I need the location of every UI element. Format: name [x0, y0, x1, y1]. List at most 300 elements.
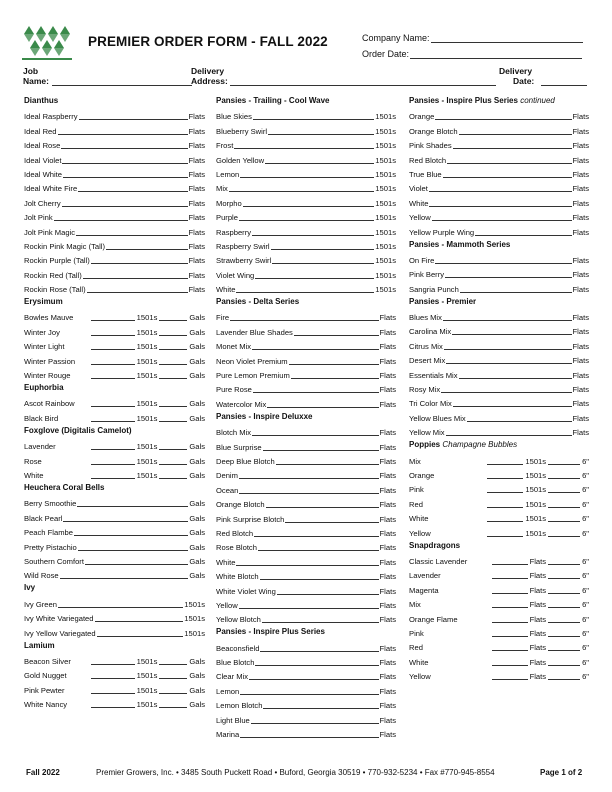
unit-label: 1501s — [136, 313, 158, 323]
unit-label: Flats — [379, 701, 396, 711]
company-logo — [20, 22, 74, 62]
item-name: Denim — [216, 471, 238, 481]
quantity-blank[interactable] — [260, 579, 379, 580]
unit-label: Flats — [572, 327, 589, 337]
quantity-blank[interactable] — [492, 665, 528, 666]
quantity-blank[interactable] — [236, 292, 374, 293]
quantity-blank[interactable] — [239, 493, 378, 494]
quantity-blank[interactable] — [249, 679, 378, 680]
item-name: Jolt Pink Magic — [24, 227, 76, 237]
order-row — [216, 381, 396, 395]
item-name: Neon Violet Premium — [216, 356, 288, 366]
item-name: Mix — [409, 600, 421, 610]
order-row — [24, 194, 205, 208]
delivery-address-input[interactable] — [230, 84, 496, 86]
item-name: Rockin Purple (Tall) — [24, 256, 90, 266]
quantity-blank[interactable] — [276, 464, 379, 465]
section-title — [24, 481, 205, 495]
order-row — [24, 122, 205, 136]
order-row — [216, 597, 396, 611]
quantity-blank[interactable] — [268, 134, 374, 135]
order-row — [409, 596, 589, 610]
company-name-field[interactable] — [362, 33, 583, 43]
quantity-blank[interactable] — [229, 191, 374, 192]
section-title — [409, 238, 589, 252]
quantity-blank[interactable] — [255, 665, 378, 666]
unit-label-2: Gals — [189, 342, 205, 352]
quantity-blank[interactable] — [443, 177, 572, 178]
unit-label-2: Gals — [189, 399, 205, 409]
quantity-blank[interactable] — [54, 220, 188, 221]
section-title-text: Pansies - Premier — [409, 296, 477, 306]
unit-label: 1501s — [375, 256, 396, 266]
quantity-blank[interactable] — [58, 607, 183, 608]
order-row — [409, 581, 589, 595]
quantity-blank-2[interactable] — [159, 320, 187, 321]
order-row — [24, 538, 205, 552]
unit-label: 1501s — [184, 599, 205, 609]
quantity-blank[interactable] — [236, 565, 378, 566]
quantity-blank[interactable] — [492, 679, 528, 680]
item-name: Beacon Silver — [24, 656, 71, 666]
unit-label: 1501s — [525, 485, 547, 495]
company-name-input[interactable] — [431, 33, 583, 43]
section-title-text: Ivy — [24, 583, 36, 593]
quantity-blank[interactable] — [294, 335, 379, 336]
order-row — [24, 338, 205, 352]
quantity-blank[interactable] — [63, 177, 188, 178]
section-title — [24, 581, 205, 595]
quantity-blank[interactable] — [260, 651, 378, 652]
unit-label: Flats — [529, 585, 547, 595]
quantity-blank[interactable] — [78, 191, 187, 192]
quantity-blank[interactable] — [453, 148, 572, 149]
order-row — [216, 281, 396, 295]
quantity-blank[interactable] — [83, 278, 188, 279]
quantity-blank[interactable] — [76, 235, 187, 236]
quantity-blank[interactable] — [289, 364, 379, 365]
item-name: Black Pearl — [24, 513, 63, 523]
quantity-blank-2[interactable] — [548, 564, 580, 565]
quantity-blank[interactable] — [443, 320, 572, 321]
order-row — [216, 525, 396, 539]
quantity-blank-2[interactable] — [159, 707, 187, 708]
order-row — [409, 337, 589, 351]
quantity-blank[interactable] — [429, 191, 572, 192]
quantity-blank[interactable] — [487, 521, 523, 522]
quantity-blank[interactable] — [492, 578, 528, 579]
quantity-blank-2[interactable] — [159, 664, 187, 665]
order-row — [409, 381, 589, 395]
quantity-blank[interactable] — [239, 220, 374, 221]
quantity-blank[interactable] — [60, 578, 189, 579]
quantity-blank[interactable] — [239, 478, 379, 479]
quantity-blank[interactable] — [487, 478, 523, 479]
order-row — [409, 323, 589, 337]
quantity-blank[interactable] — [253, 392, 379, 393]
unit-label: 1501s — [375, 126, 396, 136]
item-name: Gold Nugget — [24, 671, 67, 681]
quantity-blank[interactable] — [444, 349, 572, 350]
quantity-blank-2[interactable] — [548, 593, 580, 594]
quantity-blank[interactable] — [254, 536, 378, 537]
item-name: White — [409, 514, 429, 524]
unit-label: 1501s — [525, 470, 547, 480]
quantity-blank[interactable] — [62, 163, 187, 164]
quantity-blank-2[interactable] — [548, 507, 580, 508]
quantity-blank[interactable] — [77, 506, 188, 507]
item-name: Blues Mix — [409, 313, 442, 323]
unit-label-2: 6" — [582, 672, 589, 682]
unit-label: Flats — [379, 600, 396, 610]
order-row — [24, 151, 205, 165]
order-row — [24, 495, 205, 509]
quantity-blank[interactable] — [447, 163, 571, 164]
quantity-blank[interactable] — [91, 693, 135, 694]
quantity-blank[interactable] — [445, 277, 572, 278]
order-row — [216, 323, 396, 337]
unit-label: 1501s — [375, 112, 396, 122]
order-row — [24, 281, 205, 295]
quantity-blank[interactable] — [446, 363, 571, 364]
quantity-blank[interactable] — [452, 334, 571, 335]
quantity-blank[interactable] — [234, 148, 374, 149]
quantity-blank[interactable] — [240, 177, 374, 178]
unit-label-2: Gals — [189, 413, 205, 423]
order-row — [24, 524, 205, 538]
item-name: Blotch Mix — [216, 428, 252, 438]
section-title — [409, 94, 589, 108]
unit-label: Flats — [379, 442, 396, 452]
unit-label: Flats — [379, 658, 396, 668]
quantity-blank[interactable] — [240, 737, 378, 738]
quantity-blank[interactable] — [79, 119, 188, 120]
unit-label: Flats — [529, 643, 547, 653]
section-title — [409, 539, 589, 553]
order-row — [409, 639, 589, 653]
quantity-blank[interactable] — [62, 206, 188, 207]
quantity-blank[interactable] — [285, 522, 378, 523]
quantity-blank[interactable] — [106, 249, 188, 250]
quantity-blank-2[interactable] — [159, 349, 187, 350]
quantity-blank-2[interactable] — [548, 636, 580, 637]
section-subtitle: continued — [520, 96, 555, 105]
item-name: Ideal Raspberry — [24, 112, 78, 122]
quantity-blank-2[interactable] — [159, 364, 187, 365]
quantity-blank-2[interactable] — [159, 464, 187, 465]
quantity-blank[interactable] — [271, 249, 375, 250]
item-name: White — [409, 198, 429, 208]
quantity-blank[interactable] — [91, 464, 135, 465]
order-row — [409, 122, 589, 136]
quantity-blank[interactable] — [460, 292, 572, 293]
quantity-blank-2[interactable] — [548, 607, 580, 608]
quantity-blank-2[interactable] — [159, 378, 187, 379]
order-row — [409, 567, 589, 581]
quantity-blank[interactable] — [492, 650, 528, 651]
item-name: Yellow — [216, 600, 238, 610]
quantity-blank[interactable] — [252, 435, 379, 436]
job-name-field[interactable] — [23, 66, 188, 86]
order-row — [409, 524, 589, 538]
unit-label-2: 6" — [582, 628, 589, 638]
quantity-blank-2[interactable] — [159, 406, 187, 407]
order-row — [409, 108, 589, 122]
item-name: Violet — [409, 184, 428, 194]
unit-label-2: 6" — [582, 571, 589, 581]
unit-label: Flats — [379, 643, 396, 653]
item-name: Ivy White Variegated — [24, 614, 94, 624]
order-row — [216, 209, 396, 223]
unit-label-2: 6" — [582, 643, 589, 653]
column-right — [409, 94, 589, 682]
quantity-blank[interactable] — [252, 349, 379, 350]
order-row — [216, 223, 396, 237]
order-row — [24, 667, 205, 681]
unit-label: Flats — [529, 672, 547, 682]
quantity-blank[interactable] — [277, 594, 379, 595]
quantity-blank[interactable] — [91, 335, 135, 336]
quantity-blank[interactable] — [266, 507, 379, 508]
item-name: Raspberry — [216, 227, 252, 237]
quantity-blank[interactable] — [446, 435, 572, 436]
item-name: Ivy Green — [24, 599, 57, 609]
quantity-blank[interactable] — [487, 492, 523, 493]
quantity-blank[interactable] — [240, 694, 378, 695]
quantity-blank[interactable] — [492, 593, 528, 594]
section-title-text: Dianthus — [24, 96, 59, 105]
item-name: Watercolor Mix — [216, 399, 267, 409]
quantity-blank[interactable] — [291, 378, 379, 379]
quantity-blank-2[interactable] — [548, 492, 580, 493]
quantity-blank[interactable] — [91, 421, 135, 422]
quantity-blank-2[interactable] — [159, 421, 187, 422]
item-name: Fire — [216, 313, 230, 323]
quantity-blank[interactable] — [492, 564, 528, 565]
item-name: Blue Surprise — [216, 442, 262, 452]
quantity-blank[interactable] — [258, 550, 379, 551]
delivery-address-field[interactable] — [191, 66, 497, 86]
unit-label: Flats — [379, 356, 396, 366]
delivery-date-input[interactable] — [541, 84, 587, 86]
quantity-blank[interactable] — [263, 708, 378, 709]
item-name: White Violet Wing — [216, 586, 276, 596]
order-row — [216, 352, 396, 366]
quantity-blank[interactable] — [459, 134, 572, 135]
quantity-blank[interactable] — [87, 292, 188, 293]
item-name: Yellow — [409, 528, 431, 538]
section-subtitle: Champagne Bubbles — [442, 440, 518, 450]
unit-label: Gals — [189, 542, 205, 552]
quantity-blank-2[interactable] — [159, 449, 187, 450]
order-row — [216, 453, 396, 467]
quantity-blank[interactable] — [429, 206, 571, 207]
quantity-blank[interactable] — [91, 263, 188, 264]
unit-label: Gals — [189, 499, 205, 509]
quantity-blank[interactable] — [91, 478, 135, 479]
quantity-blank[interactable] — [91, 406, 135, 407]
item-name: Ideal White — [24, 169, 62, 179]
quantity-blank[interactable] — [78, 550, 189, 551]
quantity-blank[interactable] — [263, 450, 379, 451]
order-row — [409, 510, 589, 524]
quantity-blank[interactable] — [262, 622, 379, 623]
quantity-blank[interactable] — [251, 723, 379, 724]
quantity-blank[interactable] — [435, 119, 571, 120]
order-row — [409, 395, 589, 409]
item-name: Ideal White Fire — [24, 184, 78, 194]
unit-label: Flats — [572, 227, 589, 237]
unit-label: 1501s — [525, 456, 547, 466]
section-title-text: Pansies - Inspire Plus Series — [216, 627, 325, 637]
order-row — [409, 151, 589, 165]
unit-label: Flats — [188, 213, 205, 223]
order-row — [216, 697, 396, 711]
quantity-blank-2[interactable] — [159, 693, 187, 694]
unit-label: 1501s — [525, 528, 547, 538]
order-row — [409, 194, 589, 208]
quantity-blank[interactable] — [492, 622, 528, 623]
quantity-blank[interactable] — [91, 449, 135, 450]
quantity-blank[interactable] — [91, 664, 135, 665]
quantity-blank-2[interactable] — [548, 464, 580, 465]
item-name: Blue Skies — [216, 112, 252, 122]
quantity-blank[interactable] — [487, 507, 523, 508]
order-row — [216, 668, 396, 682]
quantity-blank[interactable] — [492, 636, 528, 637]
unit-label: Flats — [379, 342, 396, 352]
quantity-blank[interactable] — [467, 421, 572, 422]
delivery-date-field[interactable] — [499, 66, 589, 86]
order-row — [216, 338, 396, 352]
quantity-blank[interactable] — [475, 235, 571, 236]
quantity-blank-2[interactable] — [159, 678, 187, 679]
unit-label-2: Gals — [189, 442, 205, 452]
item-name: Rockin Red (Tall) — [24, 270, 82, 280]
quantity-blank[interactable] — [459, 378, 572, 379]
item-name: Rose — [24, 456, 42, 466]
quantity-blank[interactable] — [253, 119, 374, 120]
quantity-blank-2[interactable] — [548, 622, 580, 623]
order-row — [409, 452, 589, 466]
item-name: Yellow Purple Wing — [409, 227, 475, 237]
quantity-blank[interactable] — [265, 163, 374, 164]
unit-label: Flats — [379, 672, 396, 682]
quantity-blank-2[interactable] — [548, 665, 580, 666]
unit-label: Flats — [529, 628, 547, 638]
quantity-blank-2[interactable] — [159, 335, 187, 336]
quantity-blank[interactable] — [97, 636, 184, 637]
quantity-blank[interactable] — [435, 263, 571, 264]
order-row — [409, 625, 589, 639]
quantity-blank[interactable] — [267, 407, 378, 408]
quantity-blank[interactable] — [243, 206, 375, 207]
quantity-blank[interactable] — [239, 608, 379, 609]
quantity-blank[interactable] — [230, 320, 378, 321]
order-date-input[interactable] — [410, 49, 582, 59]
quantity-blank[interactable] — [63, 521, 188, 522]
quantity-blank-2[interactable] — [548, 650, 580, 651]
quantity-blank[interactable] — [441, 392, 571, 393]
unit-label: Flats — [379, 572, 396, 582]
order-row — [216, 309, 396, 323]
section-title — [24, 424, 205, 438]
item-name: Lemon Blotch — [216, 701, 263, 711]
quantity-blank[interactable] — [91, 320, 135, 321]
order-row — [216, 151, 396, 165]
order-row — [216, 467, 396, 481]
quantity-blank-2[interactable] — [159, 478, 187, 479]
quantity-blank[interactable] — [95, 621, 184, 622]
section-title-text: Heuchera Coral Bells — [24, 482, 105, 492]
order-row — [24, 409, 205, 423]
item-name: Rockin Rose (Tall) — [24, 285, 86, 295]
quantity-blank[interactable] — [487, 536, 523, 537]
order-row — [409, 610, 589, 624]
quantity-blank[interactable] — [91, 678, 135, 679]
order-date-field[interactable] — [362, 49, 582, 59]
unit-label: 1501s — [136, 456, 158, 466]
unit-label: 1501s — [136, 442, 158, 452]
quantity-blank-2[interactable] — [548, 521, 580, 522]
unit-label: Flats — [572, 370, 589, 380]
item-name: Orange Blotch — [216, 500, 265, 510]
quantity-blank[interactable] — [492, 607, 528, 608]
quantity-blank[interactable] — [91, 349, 135, 350]
order-row — [216, 553, 396, 567]
quantity-blank[interactable] — [85, 564, 188, 565]
quantity-blank-2[interactable] — [548, 478, 580, 479]
quantity-blank[interactable] — [91, 378, 135, 379]
quantity-blank[interactable] — [252, 235, 374, 236]
quantity-blank[interactable] — [61, 148, 187, 149]
item-name: Magenta — [409, 585, 439, 595]
quantity-blank[interactable] — [91, 707, 135, 708]
item-name: Light Blue — [216, 715, 250, 725]
quantity-blank[interactable] — [432, 220, 572, 221]
item-name: Carolina Mix — [409, 327, 452, 337]
unit-label: 1501s — [136, 671, 158, 681]
unit-label: Flats — [379, 500, 396, 510]
quantity-blank[interactable] — [255, 278, 374, 279]
order-row — [24, 137, 205, 151]
item-name: Sangria Punch — [409, 284, 459, 294]
quantity-blank[interactable] — [74, 535, 188, 536]
item-name: Red — [409, 643, 423, 653]
item-name: Lemon — [216, 169, 240, 179]
order-row — [216, 367, 396, 381]
item-name: Frost — [216, 141, 234, 151]
job-name-input[interactable] — [52, 84, 192, 86]
quantity-blank-2[interactable] — [548, 536, 580, 537]
quantity-blank[interactable] — [58, 134, 188, 135]
quantity-blank-2[interactable] — [548, 679, 580, 680]
item-name: Ocean — [216, 485, 239, 495]
order-row — [24, 610, 205, 624]
quantity-blank[interactable] — [91, 364, 135, 365]
quantity-blank[interactable] — [487, 464, 523, 465]
item-name: Yellow Mix — [409, 428, 445, 438]
order-row — [216, 395, 396, 409]
quantity-blank[interactable] — [453, 406, 572, 407]
order-row — [216, 496, 396, 510]
item-name: Winter Light — [24, 342, 65, 352]
unit-label: Flats — [572, 284, 589, 294]
quantity-blank[interactable] — [272, 263, 374, 264]
order-row — [216, 582, 396, 596]
quantity-blank-2[interactable] — [548, 578, 580, 579]
unit-label: 1501s — [184, 614, 205, 624]
